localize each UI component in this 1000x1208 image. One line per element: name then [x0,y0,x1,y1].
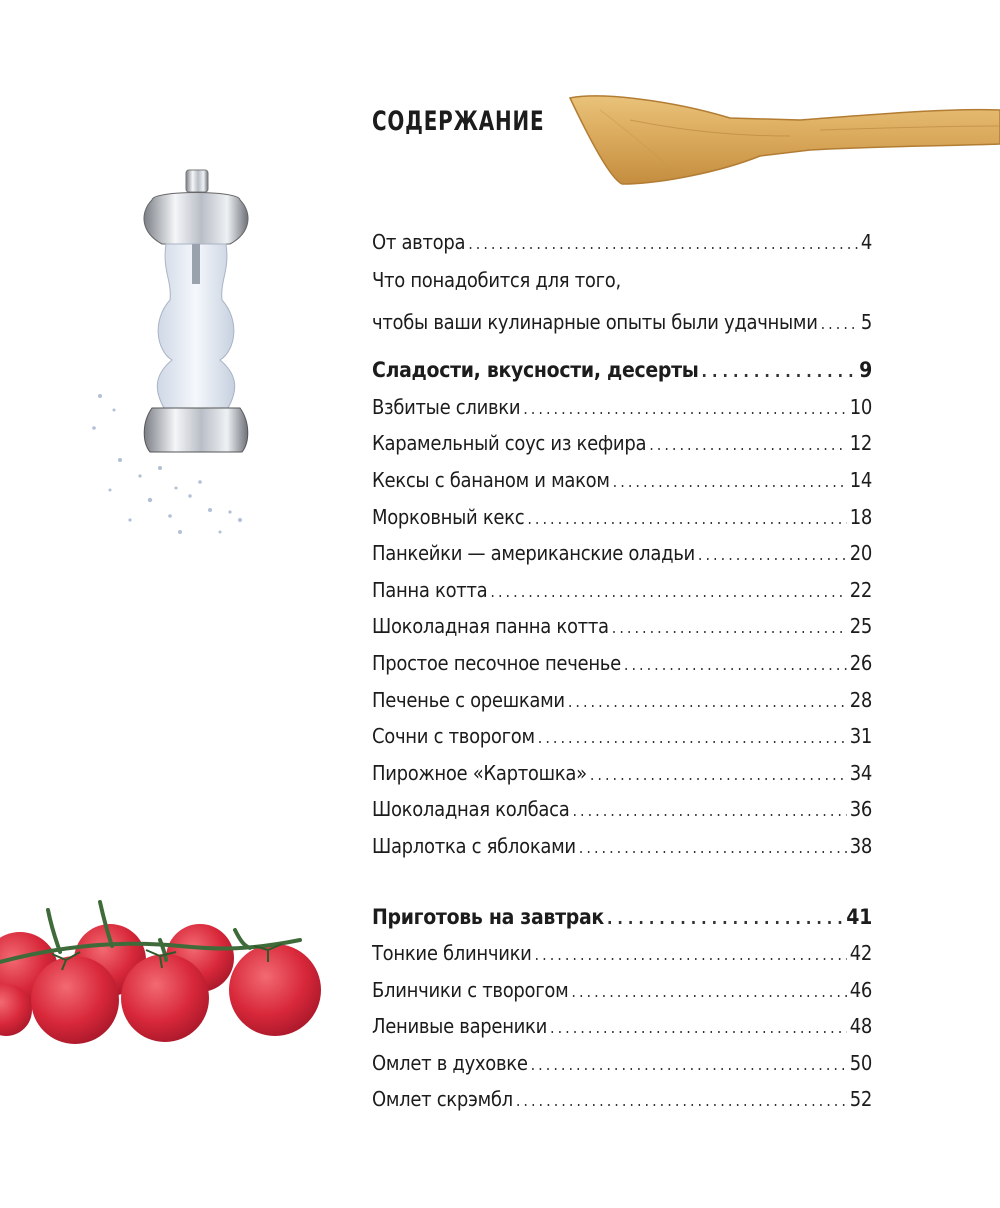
toc-entry-page: 14 [849,467,872,492]
dot-leader [568,692,847,711]
dot-leader [579,838,847,857]
dot-leader [624,655,847,674]
toc-entry[interactable] [372,754,872,791]
dot-leader [550,1018,847,1037]
toc-entry-page: 25 [849,614,872,639]
toc-entry-label: Панкейки — американские оладьи [372,541,695,566]
dot-leader [490,582,846,601]
toc-entry[interactable] [372,644,872,681]
toc-entry-label: Панна котта [372,577,488,602]
dot-leader [516,1091,847,1110]
toc-entry[interactable] [372,461,872,498]
toc-entry-label: Сочни с творогом [372,724,535,749]
toc-section-heading[interactable] [372,352,872,389]
toc-entry-label: Шарлотка с яблоками [372,833,576,858]
toc-entry-label: Пирожное «Картошка» [372,760,587,785]
toc-entry-label: Омлет скрэмбл [372,1087,513,1112]
toc-entry-page: 20 [849,541,872,566]
toc-entry[interactable] [372,535,872,572]
dot-leader [572,801,846,820]
toc-entry-label: Простое песочное печенье [372,650,621,675]
toc-entry-label: От автора [372,229,466,254]
dot-leader [612,618,847,637]
dot-leader [607,909,843,928]
toc-entry-label: Морковный кекс [372,504,525,529]
dot-leader [527,509,846,528]
toc-entry[interactable] [372,681,872,718]
toc-entry[interactable] [372,223,872,260]
toc-entry-page: 5 [860,309,872,334]
toc-entry-page: 28 [849,687,872,712]
toc-entry[interactable] [372,388,872,425]
table-of-contents [372,223,872,1117]
toc-entry[interactable] [372,571,872,608]
toc-section-title: Сладости, вкусности, десерты [372,358,699,383]
toc-entry[interactable] [372,1081,872,1118]
dot-leader [571,982,846,1001]
toc-entry[interactable] [372,971,872,1008]
pepper-mill-illustration [80,160,270,560]
toc-entry[interactable] [372,1008,872,1045]
toc-entry-label: Тонкие блинчики [372,941,532,966]
toc-entry-label: Шоколадная колбаса [372,797,570,822]
toc-entry[interactable] [372,425,872,462]
toc-entry-label: Ленивые вареники [372,1014,548,1039]
toc-entry-label: Шоколадная панна котта [372,614,609,639]
toc-entry-page: 34 [849,760,872,785]
toc-entry[interactable] [372,608,872,645]
dot-leader [702,362,857,381]
dot-leader [590,765,847,784]
toc-section-title: Приготовь на завтрак [372,904,604,929]
toc-entry-page: 46 [849,977,872,1002]
toc-entry-label: Омлет в духовке [372,1050,528,1075]
toc-entry-page: 48 [849,1014,872,1039]
toc-entry-label: Взбитые сливки [372,394,521,419]
cherry-tomatoes-illustration [0,890,330,1060]
dot-leader [613,472,847,491]
toc-entry[interactable] [372,827,872,864]
toc-entry[interactable] [372,260,872,340]
toc-entry[interactable] [372,1044,872,1081]
toc-entry-page: 4 [860,229,872,254]
dot-leader [649,435,847,454]
toc-entry-page: 52 [849,1087,872,1112]
toc-entry-page: 26 [849,650,872,675]
toc-entry-page: 31 [849,724,872,749]
toc-section-page: 9 [859,358,872,383]
dot-leader [523,399,846,418]
toc-section-page: 41 [846,904,872,929]
dot-leader [698,545,847,564]
toc-entry-page: 12 [849,431,872,456]
dot-leader [468,234,858,253]
toc-entry-page: 36 [849,797,872,822]
toc-section-heading[interactable] [372,898,872,935]
dot-leader [821,314,858,333]
toc-entry-label: Печенье с орешками [372,687,565,712]
toc-entry-page: 42 [849,941,872,966]
toc-entry-page: 50 [849,1050,872,1075]
toc-entry-label-line1: Что понадобится для того, [372,267,621,292]
toc-title: СОДЕРЖАНИЕ [372,106,545,137]
toc-entry-label: Карамельный соус из кефира [372,431,647,456]
toc-entry-label: Кексы с бананом и маком [372,467,610,492]
toc-entry-label: чтобы ваши кулинарные опыты были удачными [372,309,818,334]
dot-leader [535,945,847,964]
wooden-spatula-illustration [560,80,1000,190]
toc-entry[interactable] [372,718,872,755]
toc-entry-page: 38 [849,833,872,858]
toc-entry[interactable] [372,935,872,972]
toc-entry[interactable] [372,498,872,535]
toc-entry[interactable] [372,791,872,828]
toc-entry-label: Блинчики с творогом [372,977,569,1002]
dot-leader [531,1055,847,1074]
toc-entry-page: 18 [849,504,872,529]
toc-entry-page: 10 [849,394,872,419]
dot-leader [538,728,847,747]
toc-entry-page: 22 [849,577,872,602]
